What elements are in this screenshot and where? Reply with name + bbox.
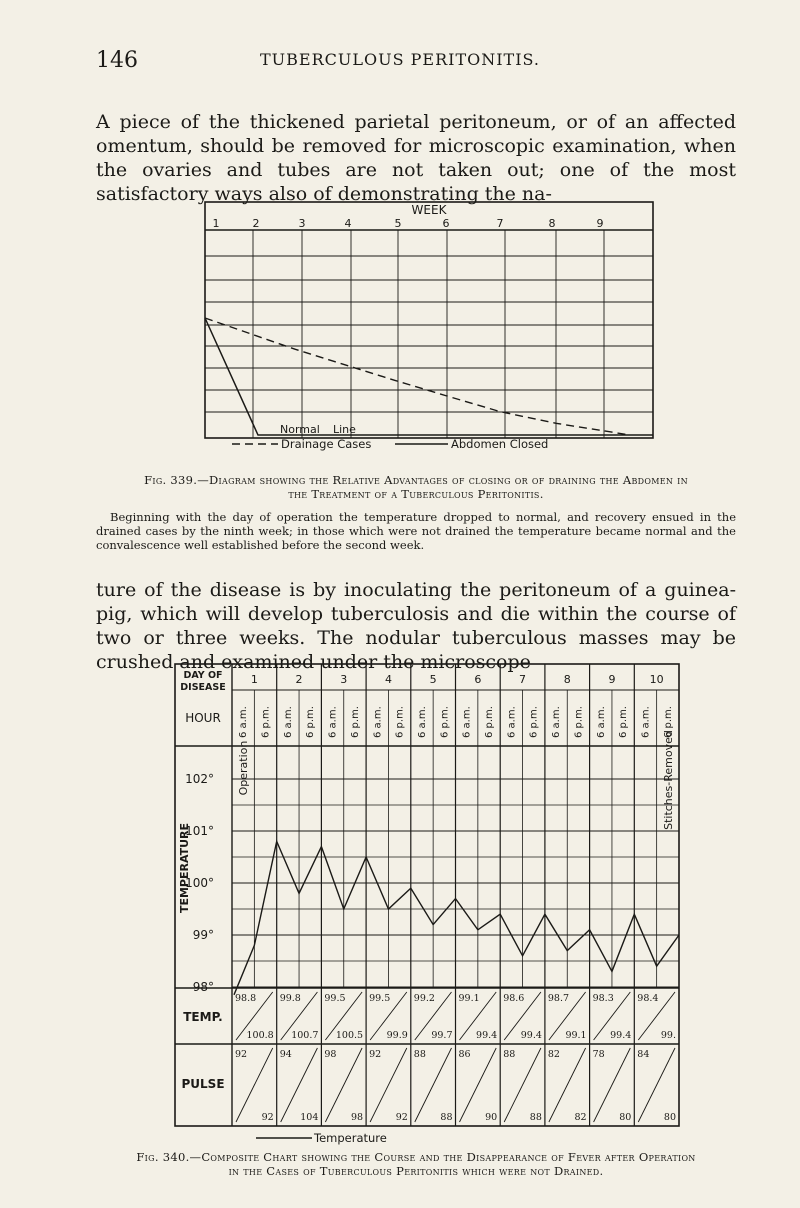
figure-339-legend-closed: Abdomen Closed: [451, 437, 549, 451]
figure-340-pulse-am: 92: [369, 1049, 382, 1060]
figure-340-temp-am: 98.7: [547, 993, 570, 1004]
figure-339-frame: [205, 202, 653, 438]
figure-340-pulse-am: 88: [413, 1049, 426, 1060]
figure-340-hour-label: 6 p.m.: [349, 706, 361, 738]
figure-339-normal-label: Normal: [280, 423, 320, 436]
figure-339-week-number: 5: [394, 217, 402, 230]
figure-340-caption: [96, 1150, 736, 1178]
figure-340-temp-pm: 99.4: [476, 1030, 498, 1041]
figure-340-pulse-am: 78: [592, 1049, 605, 1060]
figure-340-hour-label: 6 a.m.: [327, 706, 339, 738]
figure-339-week-label: WEEK: [411, 203, 447, 217]
figure-340-legend-label: Temperature: [314, 1131, 387, 1145]
figure-340-hour-label: 6 p.m.: [394, 706, 406, 738]
figure-340-pulse-pm: 80: [663, 1112, 676, 1123]
figure-340-hour-label: 6 a.m.: [551, 706, 563, 738]
figure-340-temp-am: 99.5: [324, 993, 346, 1004]
figure-340-pulse-am: 88: [503, 1049, 516, 1060]
figure-340-axis-label: TEMPERATURE: [178, 822, 191, 914]
figure-340-hour-label: 6 p.m.: [528, 706, 540, 738]
figure-339-caption: [96, 473, 736, 501]
figure-340-hour-label: 6 p.m.: [439, 706, 451, 738]
figure-340-pulse-row-label: PULSE: [181, 1077, 225, 1091]
figure-339-week-number: 8: [548, 217, 556, 230]
figure-340-temp-pm: 99.7: [431, 1030, 453, 1041]
figure-340-pulse-am: 84: [637, 1049, 650, 1060]
figure-339-week-number: 9: [596, 217, 604, 230]
figure-340-y-tick: 98°: [192, 980, 214, 994]
page-number: 146: [96, 48, 138, 73]
figure-339-week-number: 1: [212, 217, 220, 230]
figure-340-temp-am: 98.6: [503, 993, 525, 1004]
figure-340-temp-pm: 99.4: [520, 1030, 542, 1041]
figure-340-day-number: 3: [340, 673, 348, 686]
figure-340-temp-am: 99.5: [369, 993, 391, 1004]
body-paragraph-2: ture of the disease is by inoculating the peritoneum of a guinea-pig, which will develop tuberculosis and die within the course of two or three weeks. The nodular tuberculous masses may be crushed and examined under the microscope: [96, 579, 736, 673]
figure-340-hour-label: 6 a.m.: [238, 706, 250, 738]
figure-340-temp-am: 98.4: [637, 993, 659, 1004]
figure-339-note: [96, 510, 736, 552]
figure-340-hour-label: 6 p.m.: [305, 706, 317, 738]
running-title: TUBERCULOUS PERITONITIS.: [259, 50, 541, 69]
figure-340-pulse-am: 92: [235, 1049, 248, 1060]
figure-339-line-label: Line: [333, 423, 356, 436]
figure-340-hour-label: 6 a.m.: [461, 706, 473, 738]
figure-340-hour-label: 6 p.m.: [573, 706, 585, 738]
figure-340-pulse-pm: 98: [351, 1112, 364, 1123]
figure-340-caption-line-1: Fig. 340.—Composite Chart showing the Course and the Disappearance of Fever after Operation: [136, 1150, 696, 1164]
figure-339-legend-drainage: Drainage Cases: [281, 437, 372, 451]
figure-339-drainage-line: [205, 318, 630, 435]
figure-340-pulse-am: 82: [547, 1049, 560, 1060]
figure-340-y-tick: 99°: [192, 928, 214, 942]
figure-340-hour-header: HOUR: [185, 711, 221, 725]
figure-340-hour-label: 6 a.m.: [506, 706, 518, 738]
figure-340-hour-label: 6 p.m.: [260, 706, 272, 738]
figure-340-temp-am: 99.1: [458, 993, 480, 1004]
figure-340-pulse-am: 94: [279, 1049, 292, 1060]
figure-340-pulse-pm: 90: [485, 1112, 498, 1123]
figure-340-hour-label: 6 a.m.: [595, 706, 607, 738]
figure-340-day-number: 2: [295, 673, 303, 686]
figure-339-week-number: 4: [344, 217, 352, 230]
figure-340-day-number: 10: [649, 673, 664, 686]
figure-340-temp-pm: 99.1: [565, 1030, 587, 1041]
figure-340-hour-label: 6 a.m.: [416, 706, 428, 738]
figure-339-week-number: 6: [442, 217, 450, 230]
figure-340-pulse-pm: 88: [529, 1112, 542, 1123]
figure-340-operation-label: Operation: [237, 740, 251, 796]
figure-340-temp-pm: 100.8: [246, 1030, 274, 1041]
figure-340-day-number: 4: [384, 673, 392, 686]
figure-340-day-number: 7: [519, 673, 527, 686]
figure-340-hour-label: 6 a.m.: [640, 706, 652, 738]
figure-340-day-number: 1: [250, 673, 258, 686]
figure-340-pulse-pm: 80: [619, 1112, 632, 1123]
figure-340-hour-label: 6 p.m.: [618, 706, 630, 738]
figure-340-pulse-pm: 82: [574, 1112, 587, 1123]
figure-339-note-text: Beginning with the day of operation the temperature dropped to normal, and recovery ensued in the drained cases by the ninth week; in those which were not drained the temperature became normal and the convalescence well established before the second week.: [96, 510, 736, 552]
figure-339-caption-line-2: the Treatment of a Tuberculous Peritonitis.: [288, 487, 544, 501]
figure-340-temp-pm: 99.: [660, 1030, 676, 1041]
figure-339-caption-line-1: Fig. 339.—Diagram showing the Relative Advantages of closing or of draining the Abdomen in: [144, 473, 688, 487]
figure-340-temp-pm: 99.4: [610, 1030, 632, 1041]
figure-340-temp-pm: 100.7: [291, 1030, 319, 1041]
figure-340-temp-row-label: TEMP.: [183, 1010, 223, 1024]
figure-339-week-number: 7: [496, 217, 504, 230]
figure-340-day-number: 8: [563, 673, 571, 686]
figure-340-day-header: DAY OF: [183, 670, 223, 681]
figure-340-temp-am: 99.2: [413, 993, 435, 1004]
figure-340-hour-label: 6 p.m.: [662, 706, 674, 738]
figure-339-closed-line: [205, 318, 653, 435]
figure-340-hour-label: 6 a.m.: [282, 706, 294, 738]
figure-339-week-number: 3: [298, 217, 306, 230]
figure-340-temp-pm: 99.9: [386, 1030, 408, 1041]
figure-340-day-number: 9: [608, 673, 616, 686]
body-paragraph-1: A piece of the thickened parietal peritoneum, or of an affected omentum, should be removed for microscopic examination, when the ovaries and tubes are not taken out; one of the most satisfactory ways also of demonstrating the na-: [96, 111, 736, 205]
figure-340-temp-pm: 100.5: [335, 1030, 364, 1041]
figure-340-temp-am: 98.8: [235, 993, 257, 1004]
figure-340-hour-label: 6 p.m.: [484, 706, 496, 738]
figure-340-day-number: 5: [429, 673, 437, 686]
figure-340-pulse-am: 98: [324, 1049, 337, 1060]
figure-340-temp-am: 99.8: [279, 993, 301, 1004]
figure-340-pulse-pm: 92: [261, 1112, 274, 1123]
figure-340-y-tick: 100°: [185, 876, 214, 890]
figure-340-y-tick: 101°: [185, 824, 214, 838]
figure-340-pulse-pm: 104: [300, 1112, 319, 1123]
figure-340-stitches-label: Stitches-Removed: [661, 730, 675, 830]
figure-339-week-number: 2: [252, 217, 260, 230]
figure-340-day-number: 6: [474, 673, 482, 686]
figure-340-pulse-pm: 92: [395, 1112, 408, 1123]
figure-340-day-header-2: DISEASE: [180, 682, 226, 693]
figure-340-temp-am: 98.3: [592, 993, 614, 1004]
figure-340-hour-label: 6 a.m.: [372, 706, 384, 738]
figure-340-pulse-pm: 88: [440, 1112, 453, 1123]
figure-340-caption-line-2: in the Cases of Tuberculous Peritonitis which were not Drained.: [228, 1164, 604, 1178]
figure-340-pulse-am: 86: [458, 1049, 471, 1060]
figure-340-y-tick: 102°: [185, 772, 214, 786]
